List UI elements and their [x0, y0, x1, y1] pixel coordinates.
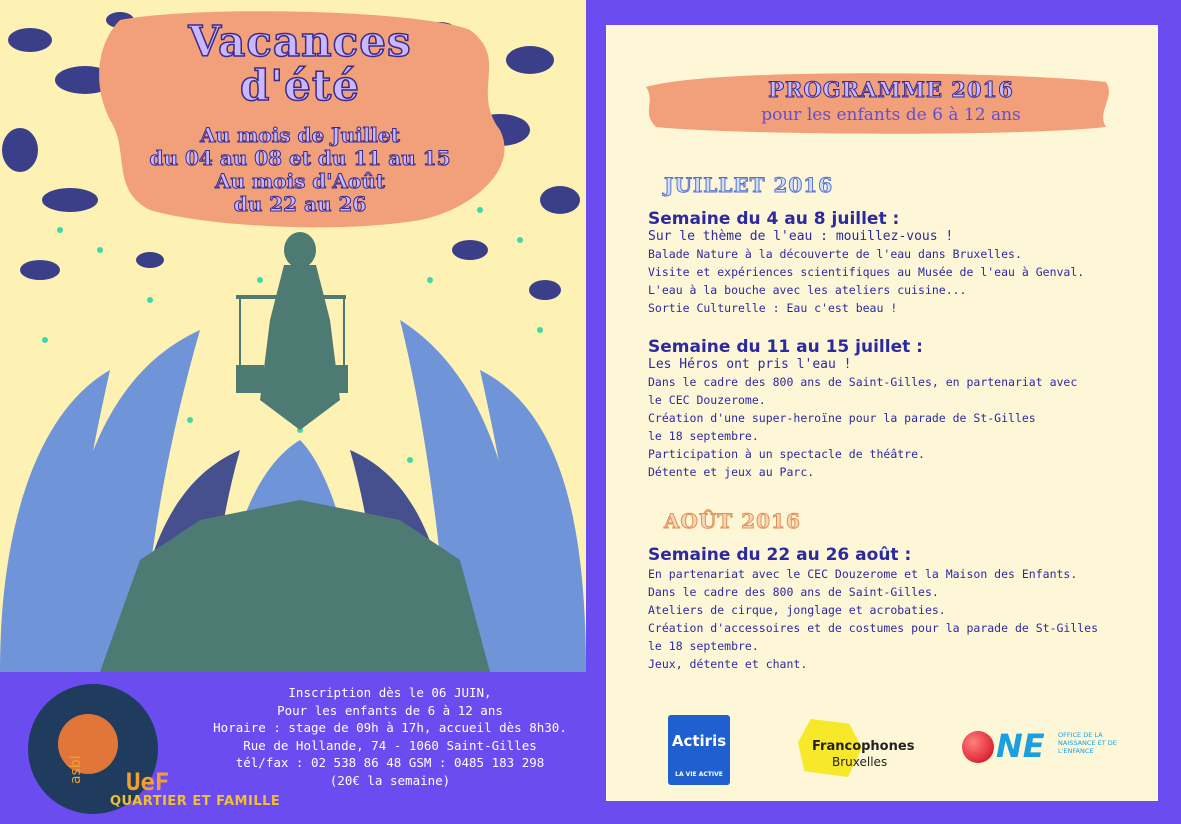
logo-subtitle: QUARTIER ET FAMILLE — [110, 794, 281, 809]
week-title: Semaine du 4 au 8 juillet : — [648, 209, 900, 229]
title-block — [100, 17, 500, 216]
info-line: Rue de Hollande, 74 - 1060 Saint-Gilles — [243, 737, 537, 753]
week-activities — [648, 245, 1148, 317]
francophones-bruxelles-logo — [798, 719, 918, 779]
one-ball-icon — [962, 731, 994, 763]
week-theme: Les Héros ont pris l'eau ! — [648, 357, 852, 372]
activity-line: le CEC Douzerome. — [648, 393, 766, 407]
bruxelles-text: Bruxelles — [832, 755, 888, 769]
sponsor-logos — [606, 715, 1158, 785]
one-logo-text: NE — [996, 727, 1045, 765]
week-block — [648, 209, 1148, 317]
activity-line: Dans le cadre des 800 ans de Saint-Gilles, en partenariat avec — [648, 375, 1078, 389]
date-line: du 04 au 08 et du 11 au 15 — [149, 146, 451, 170]
activity-line: En partenariat avec le CEC Douzerome et la Maison des Enfants. — [648, 567, 1078, 581]
activity-line: Dans le cadre des 800 ans de Saint-Gilles. — [648, 585, 939, 599]
one-logo — [962, 729, 1142, 769]
registration-info — [200, 684, 580, 790]
info-line: Inscription dès le 06 JUIN, — [288, 685, 492, 700]
week-block — [648, 337, 1148, 481]
francophones-text: Francophones — [812, 739, 915, 754]
programme-title: PROGRAMME 2016 — [768, 77, 1014, 102]
activity-line: Détente et jeux au Parc. — [648, 465, 815, 479]
info-line: tél/fax : 02 538 86 48 GSM : 0485 183 298 — [235, 755, 545, 771]
activity-line: Sortie Culturelle : Eau c'est beau ! — [648, 301, 898, 315]
logo-main-text: UeF — [126, 768, 170, 796]
actiris-logo-text: Actiris — [671, 732, 727, 750]
one-subtitle: OFFICE DE LA NAISSANCE ET DE L'ENFANCE — [1058, 731, 1117, 755]
info-band — [0, 672, 586, 824]
info-line: Pour les enfants de 6 à 12 ans — [277, 702, 503, 718]
week-title: Semaine du 22 au 26 août : — [648, 545, 912, 565]
activity-line: Jeux, détente et chant. — [648, 657, 808, 671]
activity-line: Création d'une super-heroïne pour la parade de St-Gilles — [648, 411, 1036, 425]
poster-title-line2: d'été — [239, 61, 361, 110]
info-line: (20€ la semaine) — [329, 772, 451, 788]
logo-asbl-text: asbl — [68, 755, 84, 784]
month-heading-july: JUILLET 2016 — [664, 173, 834, 197]
date-line: Au mois d'Août — [214, 169, 386, 193]
activity-line: Visite et expériences scientifiques au Musée de l'eau à Genval. — [648, 265, 1085, 279]
logo-q-shape — [58, 714, 118, 774]
activity-line: Création d'accessoires et de costumes pour la parade de St-Gilles — [648, 621, 1099, 635]
actiris-logo — [668, 715, 730, 785]
week-activities — [648, 565, 1148, 673]
activity-line: le 18 septembre. — [648, 639, 759, 653]
activity-line: L'eau à la bouche avec les ateliers cuisine... — [648, 283, 967, 297]
week-theme: Sur le thème de l'eau : mouillez-vous ! — [648, 229, 954, 244]
activity-line: Ateliers de cirque, jonglage et acrobaties. — [648, 603, 946, 617]
date-line: du 22 au 26 — [233, 192, 367, 216]
activity-line: Participation à un spectacle de théâtre. — [648, 447, 925, 461]
date-line: Au mois de Juillet — [200, 123, 400, 147]
activity-line: Balade Nature à la découverte de l'eau dans Bruxelles. — [648, 247, 1022, 261]
poster-dates — [100, 124, 500, 216]
week-block — [648, 545, 1148, 673]
month-heading-august: AOÛT 2016 — [664, 509, 801, 533]
poster-left-panel — [0, 0, 586, 672]
programme-panel — [606, 25, 1158, 801]
week-title: Semaine du 11 au 15 juillet : — [648, 337, 923, 357]
programme-subtitle: pour les enfants de 6 à 12 ans — [761, 105, 1021, 125]
activity-line: le 18 septembre. — [648, 429, 759, 443]
actiris-tagline: LA VIE ACTIVE — [675, 771, 723, 778]
week-activities — [648, 373, 1148, 481]
poster-title-line1: Vacances — [188, 17, 412, 66]
info-line: Horaire : stage de 09h à 17h, accueil dès 8h30. — [213, 720, 567, 736]
